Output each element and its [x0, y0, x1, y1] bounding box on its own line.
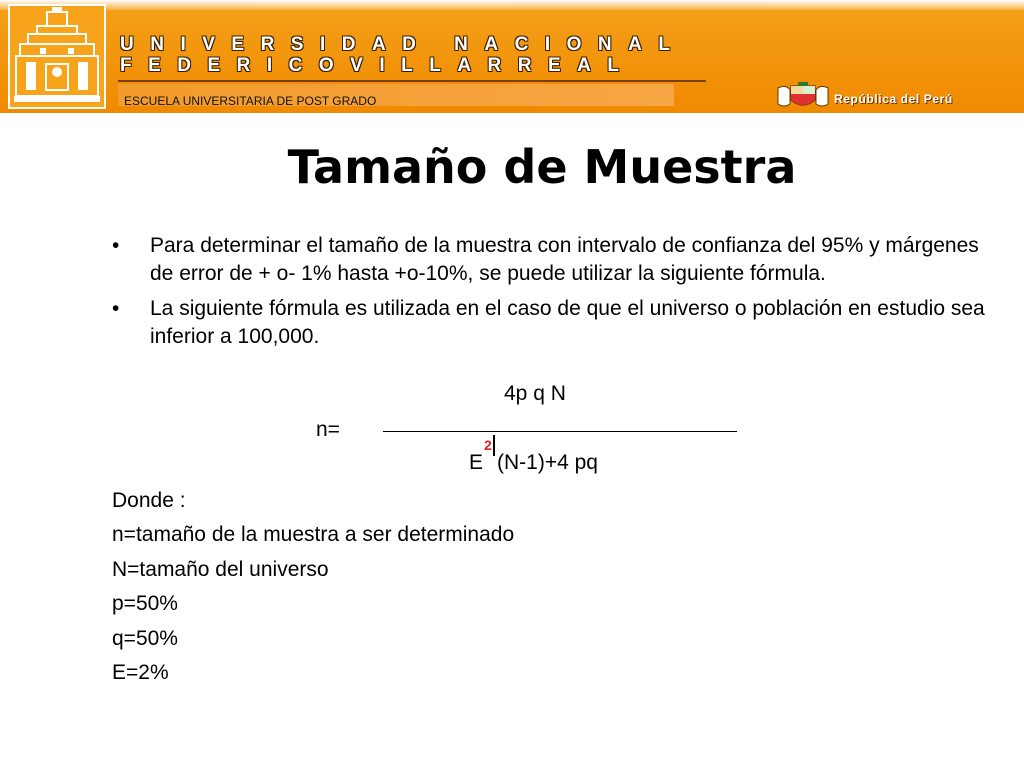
- bullet-item: [112, 232, 992, 288]
- republic-label: República del Perú: [834, 92, 953, 106]
- slide-title: Tamaño de Muestra: [287, 140, 797, 194]
- definition-line: n=tamaño de la muestra a ser determinado: [112, 523, 515, 547]
- university-crest-icon: [10, 6, 104, 107]
- formula-numerator: 4p q N: [504, 382, 566, 405]
- header-divider: [118, 80, 706, 82]
- definition-line: p=50%: [112, 592, 178, 616]
- fraction-bar: [383, 431, 737, 432]
- republic-badge: [776, 82, 1022, 110]
- bullet-item: [112, 295, 992, 351]
- bullet-text: La siguiente fórmula es utilizada en el caso de que el universo o población en estudio sea inferior a 100,000.: [150, 297, 985, 348]
- text-cursor: [493, 435, 495, 456]
- definitions: [112, 484, 514, 690]
- formula-denominator-rest: (N-1)+4 pq: [497, 451, 598, 474]
- bullet-text: Para determinar el tamaño de la muestra con intervalo de confianza del 95% y márgenes de error de + o- 1% hasta +o-10%, se puede utilizar la siguiente fórmula.: [150, 234, 979, 285]
- formula-lhs: n=: [316, 418, 340, 441]
- bullet-list: [112, 232, 992, 358]
- university-name-line1: UNIVERSIDAD NACIONAL: [120, 34, 687, 55]
- formula-denominator-base: E: [469, 451, 484, 474]
- university-name-line2: FEDERICOVILLARREAL: [120, 55, 636, 76]
- header-top-fade: [0, 0, 1024, 10]
- university-logo: [8, 4, 106, 109]
- definition-line: q=50%: [112, 626, 178, 650]
- formula-exponent: 2: [484, 437, 492, 453]
- definition-line: E=2%: [112, 661, 169, 685]
- bullet-symbol: •: [112, 234, 120, 257]
- peru-coat-of-arms-icon: [776, 82, 830, 110]
- bullet-symbol: •: [112, 297, 120, 320]
- definition-line: N=tamaño del universo: [112, 557, 329, 581]
- definition-line: Donde :: [112, 489, 186, 512]
- school-name: ESCUELA UNIVERSITARIA DE POST GRADO: [124, 94, 377, 108]
